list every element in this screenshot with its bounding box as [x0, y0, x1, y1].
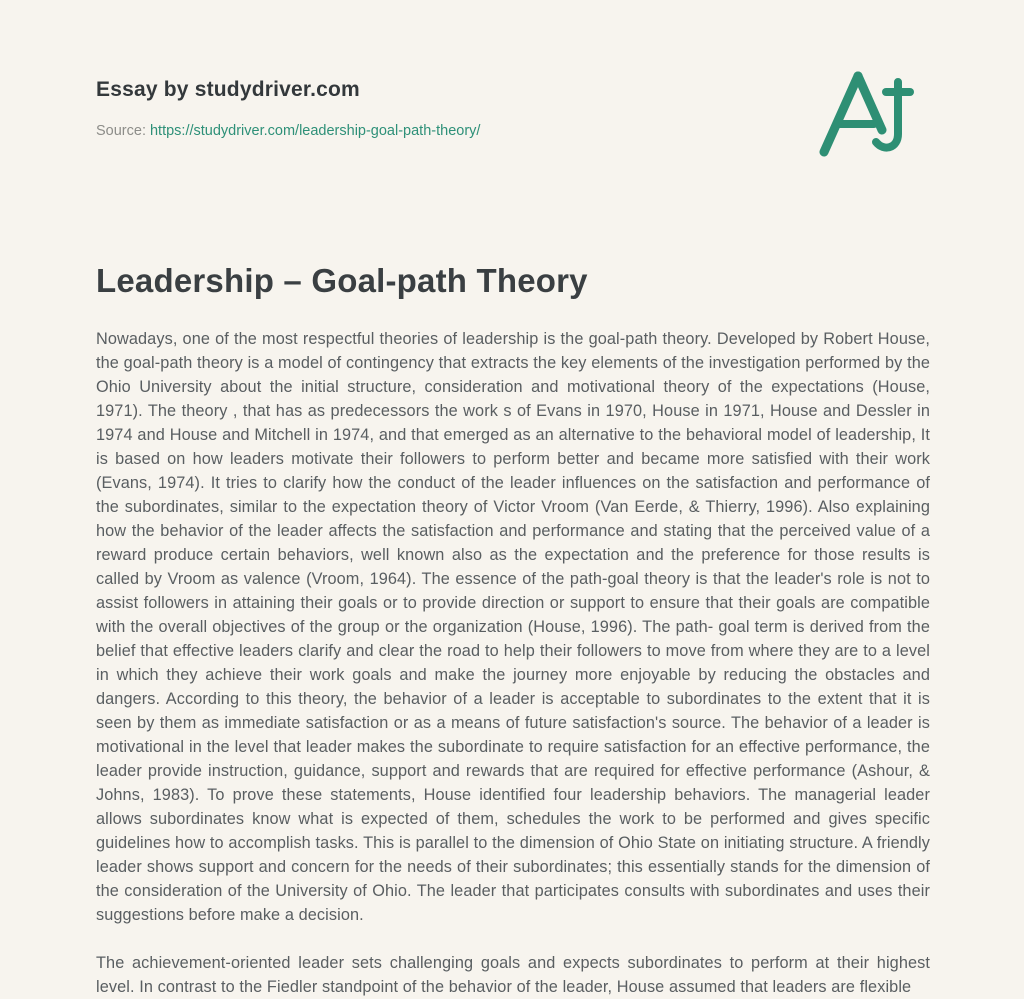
page-header — [96, 72, 928, 160]
studydriver-logo-icon — [816, 68, 916, 160]
essay-by-heading: Essay by studydriver.com — [96, 78, 360, 101]
source-line — [96, 123, 480, 139]
article-body — [96, 327, 930, 999]
source-label: Source: — [96, 123, 146, 139]
article-paragraph: Nowadays, one of the most respectful theories of leadership is the goal-path theory. Developed by Robert House, the goal-path theory is a model of contingency that extracts the key elements of the investigation performed by the Ohio University about the initial structure, consideration and motivational theory of the expectations (House, 1971). The theory , that has as predecessors the work s of Evans in 1970, House in 1971, House and Dessler in 1974 and House and Mitchell in 1974, and that emerged as an alternative to the behavioral model of leadership, It is based on how leaders motivate their followers to perform better and became more satisfied with their work (Evans, 1974). It tries to clarify how the conduct of the leader influences on the satisfaction and performance of the subordinates, similar to the expectation theory of Victor Vroom (Van Eerde, & Thierry, 1996). Also explaining how the behavior of the leader affects the satisfaction and performance and stating that the perceived value of a reward produce certain behaviors, well known also as the expectation and the preference for those results is called by Vroom as valence (Vroom, 1964). The essence of the path-goal theory is that the leader's role is not to assist followers in attaining their goals or to provide direction or support to ensure that their goals are compatible with the overall objectives of the group or the organization (House, 1996). The path- goal term is derived from the belief that effective leaders clarify and clear the road to help their followers to move from where they are to a level in which they achieve their work goals and make the journey more enjoyable by reducing the obstacles and dangers. According to this theory, the behavior of a leader is acceptable to subordinates to the extent that it is seen by them as immediate satisfaction or as a means of future satisfaction's source. The behavior of a leader is motivational in the level that leader makes the subordinate to require satisfaction for an effective performance, the leader provide instruction, guidance, support and rewards that are required for effective performance (Ashour, & Johns, 1983). To prove these statements, House identified four leadership behaviors. The managerial leader allows subordinates know what is expected of them, schedules the work to be performed and gives specific guidelines how to accomplish tasks. This is parallel to the dimension of Ohio State on initiating structure. A friendly leader shows support and concern for the needs of their subordinates; this essentially stands for the dimension of the consideration of the University of Ohio. The leader that participates consults with subordinates and uses their suggestions before make a decision. — [96, 330, 930, 924]
essay-meta — [96, 72, 480, 139]
studydriver-logo — [816, 68, 916, 160]
article-paragraph: The achievement-oriented leader sets challenging goals and expects subordinates to perform at their highest level. In contrast to the Fiedler standpoint of the behavior of the leader, House assumed that leaders are flexible — [96, 954, 930, 996]
source-url-link[interactable]: https://studydriver.com/leadership-goal-path-theory/ — [149, 123, 481, 139]
page-title: Leadership – Goal-path Theory — [96, 262, 588, 299]
